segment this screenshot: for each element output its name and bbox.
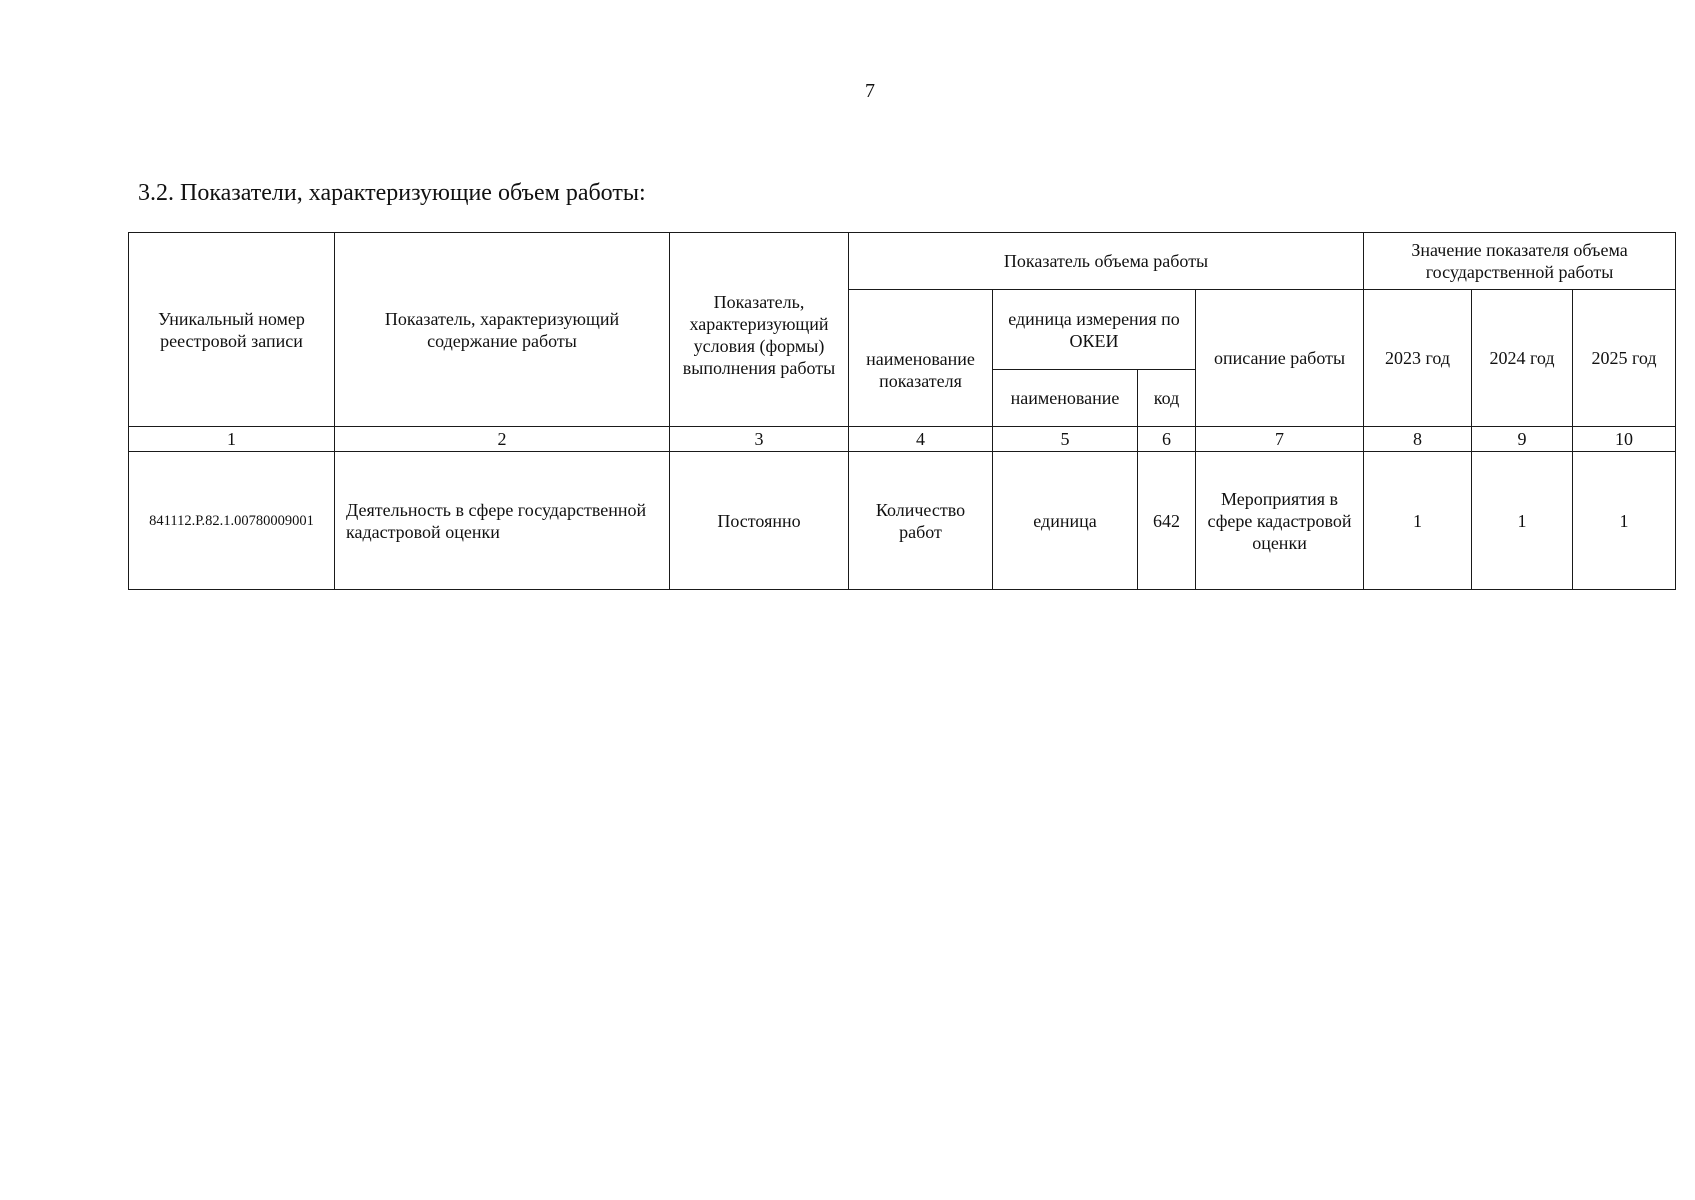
header-indicator-name: наименование показателя — [849, 290, 993, 427]
cell-value-2024: 1 — [1472, 452, 1573, 590]
header-value-group: Значение показателя объема государственной работы — [1364, 233, 1676, 290]
cell-registry-number: 841112.Р.82.1.00780009001 — [129, 452, 335, 590]
header-row-1 — [129, 233, 1676, 290]
cell-value-2025: 1 — [1573, 452, 1676, 590]
column-number: 7 — [1196, 427, 1364, 452]
cell-value-2023: 1 — [1364, 452, 1472, 590]
page-number: 7 — [865, 80, 875, 102]
table-row — [129, 452, 1676, 590]
cell-unit-code: 642 — [1138, 452, 1196, 590]
column-number: 5 — [993, 427, 1138, 452]
column-number: 3 — [670, 427, 849, 452]
header-unit-group: единица измерения по ОКЕИ — [993, 290, 1196, 370]
section-title: 3.2. Показатели, характеризующие объем работы: — [138, 180, 646, 206]
header-work-content: Показатель, характеризующий содержание работы — [335, 233, 670, 427]
header-work-description: описание работы — [1196, 290, 1364, 427]
header-conditions: Показатель, характеризующий условия (формы) выполнения работы — [670, 233, 849, 427]
column-number: 2 — [335, 427, 670, 452]
header-unit-code: код — [1138, 370, 1196, 427]
header-year-2024: 2024 год — [1472, 290, 1573, 427]
cell-work-description: Мероприятия в сфере кадастровой оценки — [1196, 452, 1364, 590]
column-number: 9 — [1472, 427, 1573, 452]
header-year-2025: 2025 год — [1573, 290, 1676, 427]
work-volume-table — [128, 232, 1676, 590]
header-volume-indicator-group: Показатель объема работы — [849, 233, 1364, 290]
column-number: 4 — [849, 427, 993, 452]
header-unit-name: наименование — [993, 370, 1138, 427]
header-registry-number: Уникальный номер реестровой записи — [129, 233, 335, 427]
header-year-2023: 2023 год — [1364, 290, 1472, 427]
column-number: 8 — [1364, 427, 1472, 452]
cell-work-content: Деятельность в сфере государственной кадастровой оценки — [335, 452, 670, 590]
column-number: 10 — [1573, 427, 1676, 452]
column-number-row — [129, 427, 1676, 452]
column-number: 6 — [1138, 427, 1196, 452]
column-number: 1 — [129, 427, 335, 452]
cell-indicator-name: Количество работ — [849, 452, 993, 590]
cell-unit-name: единица — [993, 452, 1138, 590]
cell-conditions: Постоянно — [670, 452, 849, 590]
